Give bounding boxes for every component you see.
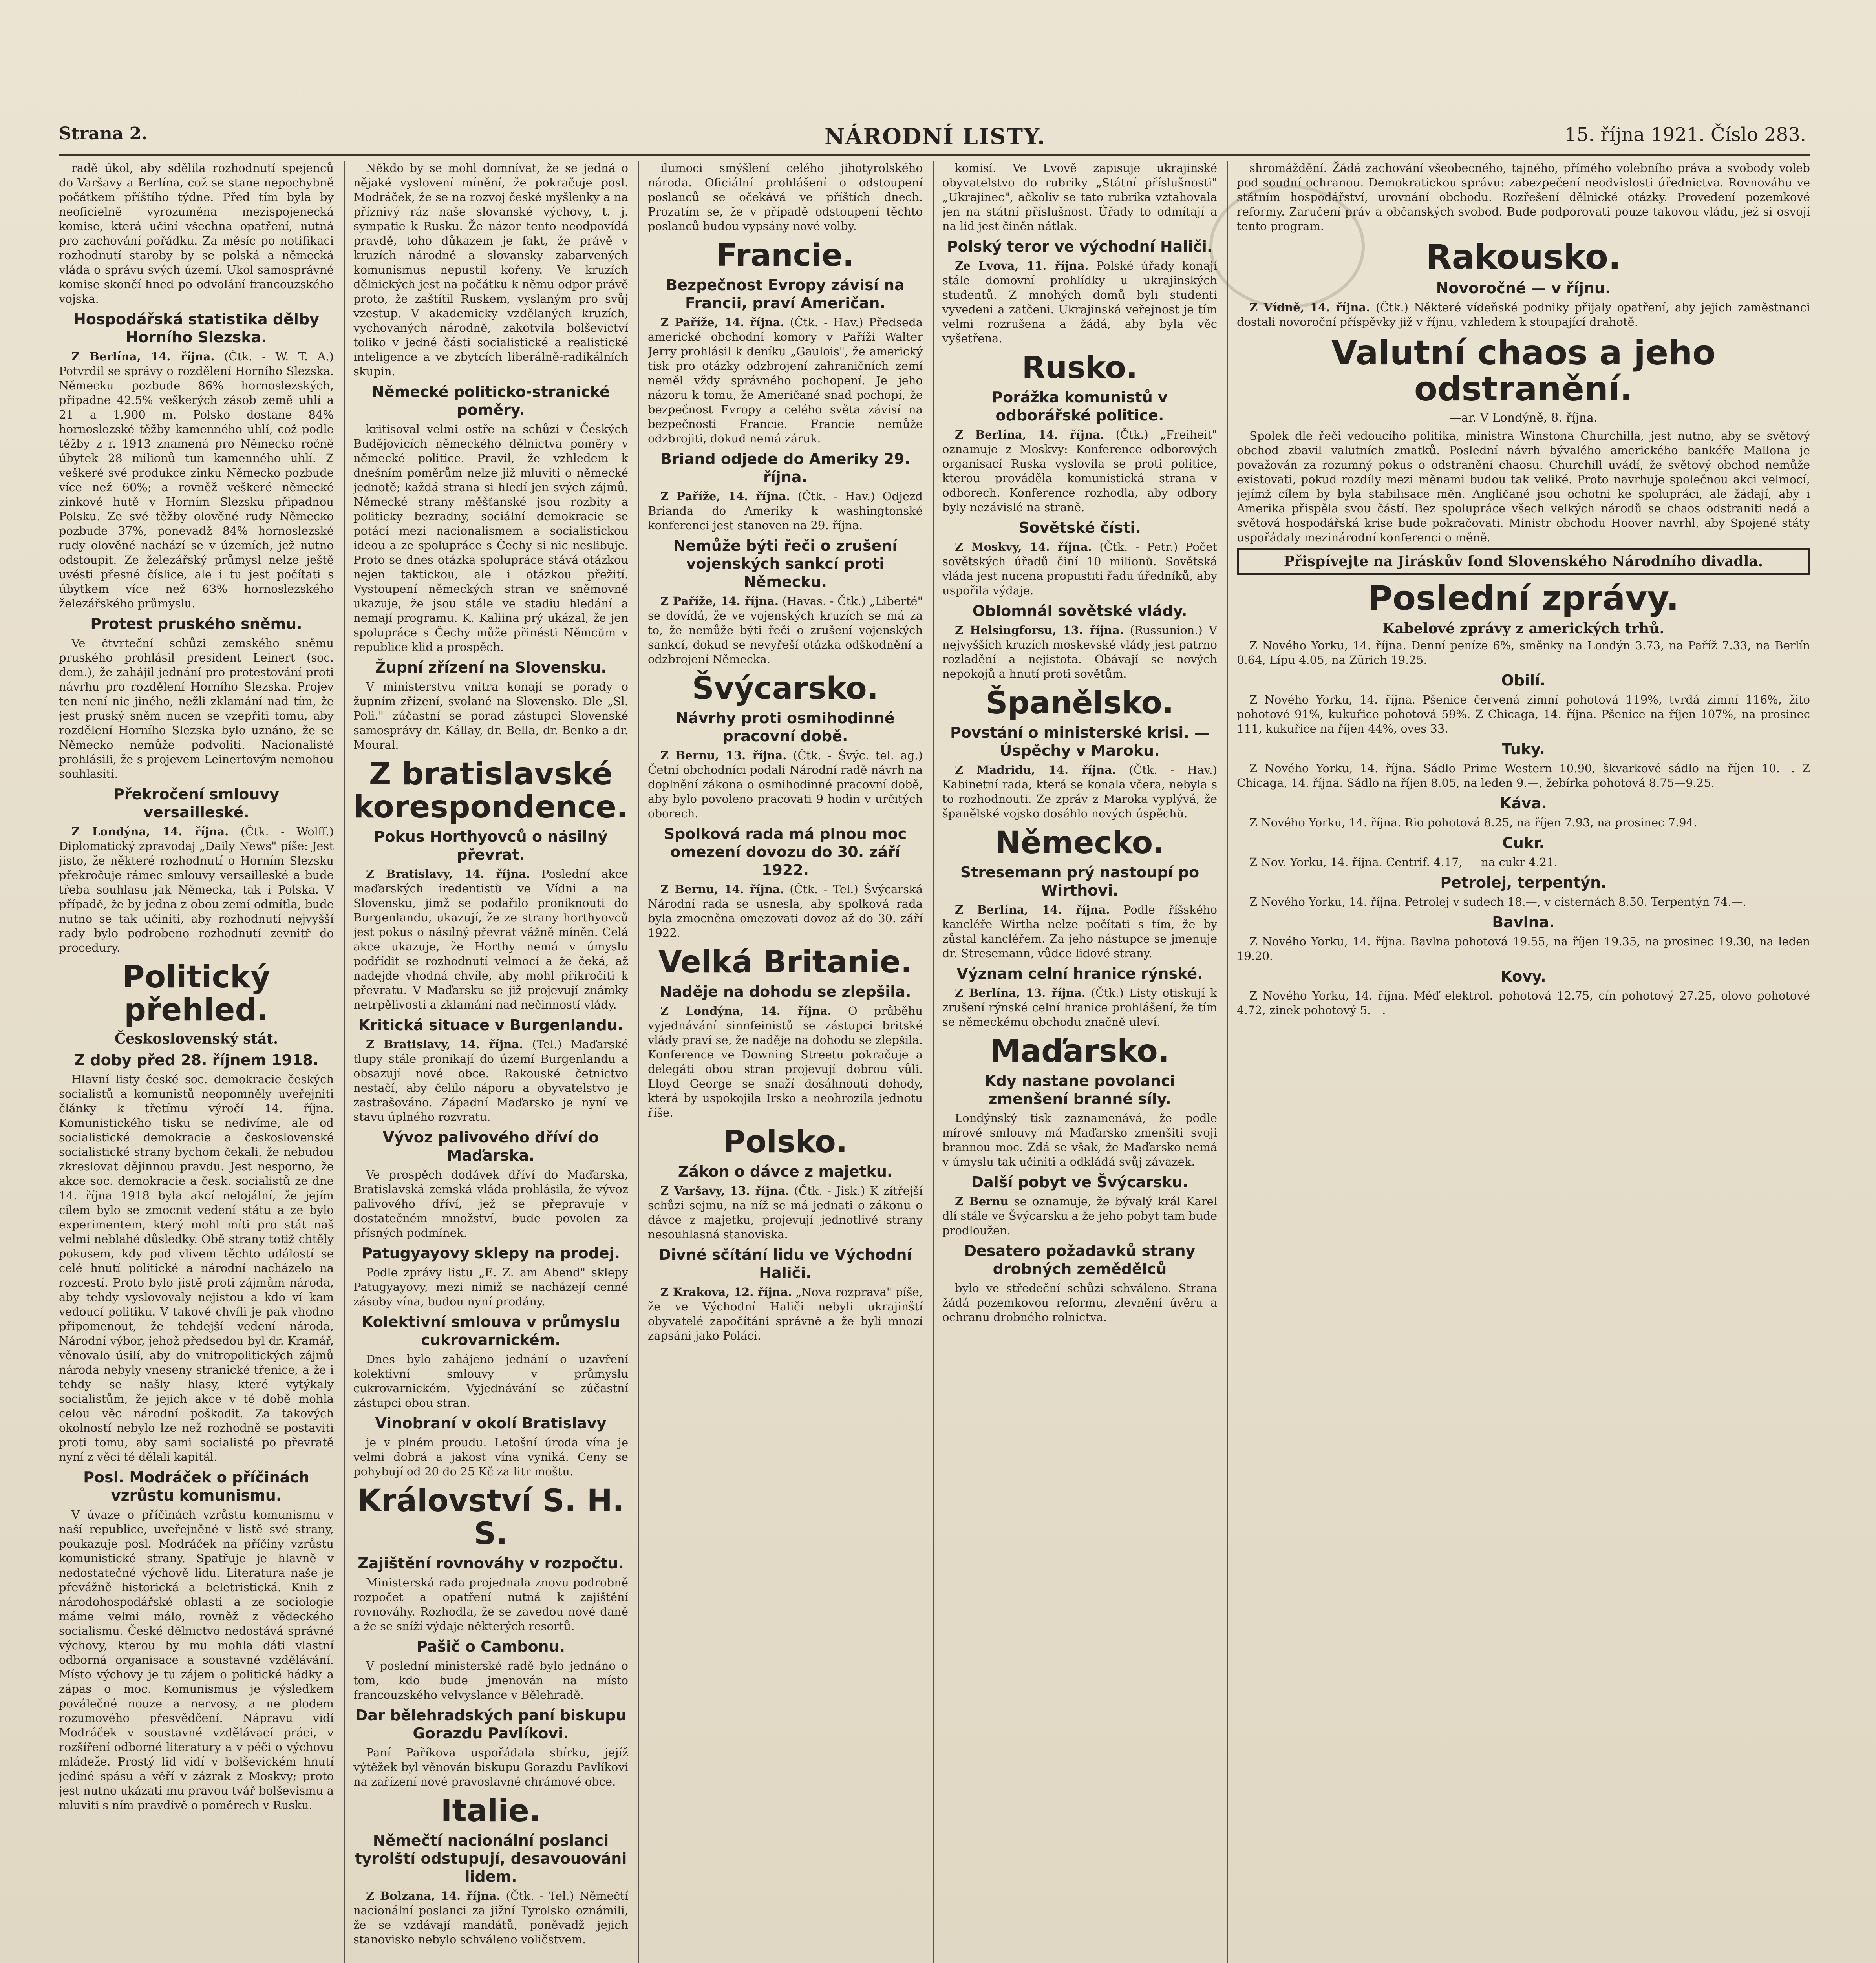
article-text: radě úkol, aby sdělila rozhodnutí spejenců do Varšavy a Berlína, což se stane nepochybně počátkem příštího týdne. Před tím byla by neoficielně vyrozuměna mezispojenecká komise, která učiní všechna opatření, nutná pro zachování pořádku. Za měsíc po notifikaci rozhodnutí staroby by se polská a německá vláda o správu svých území. Ukol samosprávné komise skončí hned po odvolání francouzského vojska. xyxy=(59,161,334,305)
article-dateline: Z Varšavy, 13. října. xyxy=(660,1184,790,1197)
article-headline: Protest pruského sněmu. xyxy=(90,615,302,632)
article-headline: Novoročné — v říjnu. xyxy=(1436,280,1611,297)
article-headline: Desatero požadavků strany drobných zemědělců xyxy=(964,1242,1196,1278)
article-body xyxy=(1237,895,1810,909)
article-body xyxy=(942,161,1217,234)
article-body xyxy=(353,1889,628,1947)
article-text: Ve prospěch dodávek dříví do Maďarska, Bratislavská zemská vláda prohlásila, že vývoz palivového dříví, jež se přepravuje v dostatečném množství, bude povolen za přísných podmínek. xyxy=(353,1168,628,1239)
article-body xyxy=(942,763,1217,821)
article-text: Někdo by se mohl domnívat, že se jedná o nějaké vyslovení mínění, že pokračuje posl. Modráček, že se na rozvoj české myšlenky a na příznivý ráz naše slovanské výchovy, t. j. sympatie k Rusku. Že názor tento neodpovídá pravdě, toho důkazem je fakt, že právě v kruzích národně a slovansky zabarvených komunismus nepustil kořeny. Ve kruzích dělnických jest na počátku k němu odpor právě proto, že zaštítil Ruskem, vyslaným pro svůj vzestup. V akademicky vzdělaných kruzích, vychovaných národně, zakotvila bolševictví toliko v jedné části socialistické a realistické inteligence a ve zbytcích liberálně-radikálních skupin. xyxy=(353,161,628,378)
article-body xyxy=(353,867,628,1012)
article-body xyxy=(1237,693,1810,736)
article-text: Paní Paříkova uspořádala sbírku, jejíž výtěžek byl věnován biskupu Gorazdu Pavlíkovi na zařízení nové pravoslavné chrámové obce. xyxy=(353,1746,628,1788)
article-text: (Čtk. - Hav.) Předseda americké obchodní komory v Paříži Walter Jerry prohlásil k deníku „Gaulois", že americký tisk pro otázky odzbrojení zahraničních zemí neměl vždy správného pochopení. Je jeho názoru k tomu, že Američané snad pochopí, že bezpečnost Evropy a celého světa závisí na bezpečnosti Francie. Francie nemůže odzbrojiti, dokud nemá záruk. xyxy=(648,316,923,445)
section-masthead: Z bratislavské korespondence. xyxy=(353,757,628,825)
article-headline: Pokus Horthyovců o násilný převrat. xyxy=(374,828,608,863)
article-body xyxy=(1237,934,1810,963)
article-body xyxy=(1237,638,1810,667)
article-dateline: Z Berlína, 14. října. xyxy=(71,350,215,363)
article-headline: Patugyayovy sklepy na prodej. xyxy=(361,1245,620,1262)
article-body xyxy=(648,1285,923,1343)
article-dateline: Z Londýna, 14. října. xyxy=(71,825,229,838)
section-masthead: Politický přehled. xyxy=(122,960,271,1028)
article-headline: Petrolej, terpentýn. xyxy=(1440,874,1607,891)
article-body xyxy=(942,623,1217,681)
article-headline: Spolková rada má plnou moc omezení dovozu do 30. září 1922. xyxy=(664,825,907,879)
article-body xyxy=(59,161,334,306)
article-text: V úvaze o příčinách vzrůstu komunismu v naší republice, uveřejněné v listě své strany, poukazuje posl. Modráček na příčiny vzrůstu komunistické strany. Spatřuje je hlavně v nedostatečné výchově lidu. Literatura naše je převážně historická a beletristická. Knih z národohospodářské oblasti a ze sociologie máme velmi málo, rovněž z vědeckého socialismu. České dělnictvo nedostává správné výchovy, kterou by mu mohla dáti vlastní odborná organisace a soustavné vzdělávání. Místo výchovy je tu zájem o politické hádky a zápas o moc. Komunismus je výsledkem poválečné nouze a nervosy, a ne plodem rozumového přesvědčení. Nápravu vidí Modráček v soustavné vzdělávací práci, v rozšíření odborné literatury a v péči o výchovu mládeže. Prostý lid vidí v bolševickém hnutí jediné spásu a věří v zázrak z Moskvy; proto jest nutno ukázati mu pravou tvář bolševismu a mluviti s ním pravdivě o poměrech v Rusku. xyxy=(59,1508,334,1812)
article-text: Podle zprávy listu „E. Z. am Abend" sklepy Patugyayovy, mezi nimiž se nacházejí cenné zásoby vína, budou nyní prodány. xyxy=(353,1266,628,1308)
section-masthead: Velká Britanie. xyxy=(658,945,912,980)
article-body xyxy=(942,903,1217,961)
section-subhead: Kabelové zprávy z amerických trhů. xyxy=(1382,620,1664,637)
section-masthead: Království S. H. S. xyxy=(357,1483,624,1552)
article-body xyxy=(648,882,923,940)
article-byline: —ar. V Londýně, 8. října. xyxy=(1449,411,1598,425)
section-masthead: Španělsko. xyxy=(986,685,1174,721)
section-masthead: Valutní chaos a jeho odstranění. xyxy=(1331,333,1716,409)
article-body xyxy=(353,1037,628,1124)
article-text: V poslední ministerské radě bylo jednáno o tom, kdo bude jmenován na místo francouzského velvyslance v Bělehradě. xyxy=(353,1659,628,1702)
article-dateline: Z Bernu, 14. října. xyxy=(660,883,784,896)
article-body xyxy=(648,161,923,234)
article-dateline: Z Bolzana, 14. října. xyxy=(366,1889,501,1903)
article-body xyxy=(942,986,1217,1029)
article-body xyxy=(353,161,628,379)
article-body xyxy=(1237,161,1810,234)
column-1 xyxy=(59,161,334,1963)
column-rule xyxy=(1227,161,1228,1963)
section-subhead: Československý stát. xyxy=(114,1031,278,1047)
article-text: komisí. Ve Lvově zapisuje ukrajinské obyvatelstvo do rubriky „Státní příslušnosti" „Ukrajinec", ačkoliv se tato rubrika vztahovala jen na státní příslušnost. Úřady to odmítají a na lid jest činěn nátlak. xyxy=(942,161,1217,233)
article-text: Poslední akce maďarských iredentistů ve Vídni a na Slovensku, jimž se podařilo proniknouti do Burgenlandu, ukazují, že ze strany horthyovců jest pokus o násilný převrat vážně míněn. Celá akce ukazuje, že Horthy nemá v úmyslu podřídit se rozhodnutí velmocí a že čeká, až nadejde vhodná chvíle, aby mohl přikročiti k převratu. V Maďarsku se již projevují známky netrpělivosti a zklamání nad nečinností vlády. xyxy=(353,867,628,1011)
article-body xyxy=(353,1168,628,1240)
article-headline: Župní zřízení na Slovensku. xyxy=(375,659,607,676)
article-headline: Povstání o ministerské krisi. — Úspěchy v Maroku. xyxy=(950,724,1209,759)
column-3 xyxy=(648,161,923,1963)
article-headline: Nemůže býti řeči o zrušení vojenských sankcí proti Německu. xyxy=(673,537,898,590)
section-masthead: Polsko. xyxy=(723,1124,848,1160)
article-body xyxy=(353,1659,628,1702)
article-dateline: Z Krakova, 12. října. xyxy=(660,1285,792,1299)
page-header xyxy=(59,124,1806,151)
column-rule xyxy=(638,161,639,1963)
article-text: Londýnský tisk zaznamenává, že podle mírové smlouvy má Maďarsko zmenšiti svoji brannou moc. Zdá se však, že Maďarsko nemá v úmyslu tak učiniti a odkládá svůj závazek. xyxy=(942,1111,1217,1168)
article-body xyxy=(59,1072,334,1464)
article-body xyxy=(1237,815,1810,830)
article-headline: Cukr. xyxy=(1502,834,1545,852)
section-masthead: Maďarsko. xyxy=(990,1034,1170,1069)
article-headline: Hospodářská statistika dělby Horního Slezska. xyxy=(73,311,319,346)
article-headline: Zajištění rovnováhy v rozpočtu. xyxy=(358,1555,624,1572)
article-body xyxy=(353,1352,628,1410)
article-dateline: Z Bratislavy, 14. října. xyxy=(366,1038,523,1051)
article-body xyxy=(942,1111,1217,1169)
article-text: Dnes bylo zahájeno jednání o uzavření kolektivní smlouvy v průmyslu cukrovarnickém. Vyjednávání se zúčastní zástupci obou stran. xyxy=(353,1353,628,1409)
article-text: Z Nového Yorku, 14. října. Petrolej v sudech 18.—, v cisternách 8.50. Terpentýn 74.—. xyxy=(1249,895,1746,908)
article-text: O průběhu vyjednávání sinnfeinistů se zástupci britské vlády praví se, že naděje na dohodu se zlepšila. Konference ve Downing Streetu pokračuje a delegáti obou stran projevují dobrou vůli. Lloyd George se snaží dosáhnouti dohody, která by uspokojila Irsko a neohrozila jednotu říše. xyxy=(648,1004,923,1119)
article-dateline: Z Paříže, 14. října. xyxy=(660,316,784,329)
article-text: je v plném proudu. Letošní úroda vína je velmi dobrá a jakost vína vyniká. Ceny se pohybují od 20 do 25 Kč za litr moštu. xyxy=(353,1436,628,1478)
article-body xyxy=(648,1184,923,1242)
article-text: Spolek dle řeči vedoucího politika, ministra Winstona Churchilla, jest nutno, aby se světový obchod zbavil valutních zmatků. Poslední návrh bývalého amerického bankéře Mallona je považován za rozumný pokus o odstranění chaosu. Churchill uvádí, že světový obchod nemůže existovati, pokud rozdíly mezi měnami budou tak veliké. Proto navrhuje společnou akci velmocí, jejímž cílem by byla stabilisace měn. Angličané jsou ochotni ke spolupráci, ale žádají, aby i Amerika přispěla svou částí. Bez spolupráce všech velkých národů se chaos odstraniti nedá a světová hospodářská krise bude pokračovati. Ministr obchodu Hoover navrhl, aby Spojené státy uspořádaly mezinárodní konferenci o měně. xyxy=(1237,429,1810,544)
article-headline: Kolektivní smlouva v průmyslu cukrovarnickém. xyxy=(361,1313,620,1349)
article-text: kritisoval velmi ostře na schůzi v Českých Budějovicích německého dělnictva poměry v německé politice. Pravil, že vzhledem k dnešním poměrům nelze již mluviti o německé jednotě; každá strana si hledí jen svých zájmů. Německé strany měšťanské jsou rozbity a politicky bezradny, sociální demokracie se potácí mezi nacionalismem a socialistickou ideou a ze spolupráce s Čechy si nic neslibuje. Proto se dnes otázka spolupráce stává otázkou nejen taktickou, ale i otázkou přežití. Vystoupení německých stran ve sněmovně ukazuje, že jsou stále ve stadiu hledání a nemají programu. K. Kaliina prý ukázal, že jen spolupráce s Čechy může přinésti Němcům v republice klid a prospěch. xyxy=(353,422,628,654)
article-headline: Pašič o Cambonu. xyxy=(416,1638,565,1655)
article-text: (Čtk. - Tel.) Němečtí nacionální poslanci za jižní Tyrolsko oznámili, že se vzdávají mandátů, poněvadž jejich stanovisko nebylo schváleno voličstvem. xyxy=(353,1889,628,1946)
article-body xyxy=(648,1004,923,1120)
article-headline: Briand odjede do Ameriky 29. října. xyxy=(660,450,910,486)
article-body xyxy=(1237,855,1810,870)
article-text: (Čtk.) „Freiheit" oznamuje z Moskvy: Konference odborových organisací Ruska vyslovila se proti politice, kterou prováděla komunistická strana v odborech. Konference rozhodla, aby odbory byly nezávislé na straně. xyxy=(942,428,1217,514)
article-headline: Překročení smlouvy versailleské. xyxy=(113,786,280,821)
article-headline: Německé politicko-stranické poměry. xyxy=(372,383,610,419)
article-text: (Čtk. - Wolff.) Diplomatický zpravodaj „Daily News" píše: Jest jisto, že některé rozhodnutí o Horním Slezsku překročuje rámec smlouvy versailleské a bude třeba souhlasu jak Německa, tak i Polska. V případě, že by jedna z obou zemí odmítla, bude nutno se tak učiniti, aby rozhodnutí nejvyšší rady bylo podrobeno rozhodnutí zevnitř do procedury. xyxy=(59,825,334,954)
article-text: (Čtk. - Hav.) Odjezd Brianda do Ameriky k washingtonské konferenci jest stanoven na 29. října. xyxy=(648,490,923,532)
article-body xyxy=(1237,300,1810,329)
column-2 xyxy=(353,161,628,1963)
article-dateline: Z Bratislavy, 14. října. xyxy=(366,867,530,881)
article-text: (Čtk. - Hav.) Kabinetní rada, která se konala včera, nebyla s to rozhodnouti. Ze zpráv z Maroka vyplývá, že španělské vojsko dosáhlo nových úspěchů. xyxy=(942,763,1217,820)
article-body xyxy=(648,594,923,667)
article-text: (Russunion.) V nejvyšších kruzích moskevské vlády jest patrno rozladění a nejistota. Obávají se nových nepokojů a hnutí proti sovětům. xyxy=(942,623,1217,680)
section-masthead: Rakousko. xyxy=(1426,238,1621,277)
article-body xyxy=(942,540,1217,598)
article-headline: Oblomnál sovětské vlády. xyxy=(972,602,1187,620)
article-text: „Nova rozprava" píše, že ve Východní Haliči nebyli ukrajinští obyvatelé započítáni správně a že byli mnozí zapsáni jako Poláci. xyxy=(648,1285,923,1342)
article-headline: Obilí. xyxy=(1501,672,1546,689)
section-masthead: Italie. xyxy=(441,1793,541,1829)
article-text: Hlavní listy české soc. demokracie českých socialistů a komunistů neopomněly uveřejniti články k třetímu výročí 14. října. Komunistického tisku se nedivíme, ale od socialistické demokracie a československé socialistické strany bychom čekali, že nebudou zkreslovat dějinnou pravdu. Jest nesporno, že akce soc. demokracie a česk. socialistů ze dne 14. října 1918 byla akcí nelojální, že jejím cílem bylo se zmocnit vedení státu a ze bylo experimentem, který mohl míti pro stát naš velmi neblahé důsledky. Obě strany totiž chtěly pokusem, kdy pod vlivem těchto událostí se celé hnutí politické a národní nacházelo na rozcestí. Proto bylo jistě proti zájmům národa, aby tehdy vyslovovaly nejistou a kdo ví kam vedoucí politiku. V takové chvíli je pak vhodno připomenout, že tehdejší vedení národa, Národní výbor, jehož předsedou byl dr. Kramář, věnovalo úsilí, aby do vnitropolitických zájmů národa nebyly vneseny stranické třenice, a že i tehdy se našly hlasy, které vytýkaly socialistům, že jejich akce v té době mohla celou věc národní poškodit. Za takových okolností nebylo lze než rozhodně se postaviti proti tomu, aby sami socialisté po převratě nyní z věci té dělali kapitál. xyxy=(59,1073,334,1464)
article-text: (Čtk.) Některé vídeňské podniky přijaly opatření, aby jejich zaměstnanci dostali novoroční příspěvky již v říjnu, vzhledem k stoupající drahotě. xyxy=(1237,301,1810,329)
article-dateline: Z Londýna, 14. října. xyxy=(660,1004,832,1018)
article-headline: Polský teror ve východní Haliči. xyxy=(947,238,1213,255)
header-date-issue: 15. října 1921. Číslo 283. xyxy=(1564,124,1806,146)
article-body xyxy=(353,680,628,752)
article-body xyxy=(942,259,1217,346)
header-page-number: Strana 2. xyxy=(59,124,148,144)
article-headline: Porážka komunistů v odborářské politice. xyxy=(992,389,1168,424)
article-text: Ministerská rada projednala znovu podrobně rozpočet a opatření nutná k zajištění rovnováhy. Rozhodla, že se zavedou nové daně a že se sníží výdaje některých resortů. xyxy=(353,1576,628,1633)
article-body xyxy=(1237,429,1810,545)
article-body xyxy=(59,1508,334,1813)
article-dateline: Z Vídně, 14. října. xyxy=(1249,301,1370,314)
article-text: Podle říšského kancléře Wirtha nelze počítati s tím, že by zůstal kancléřem. Za jeho nástupce se jmenuje dr. Stresemann, vůdce lidové strany. xyxy=(942,903,1217,960)
article-body xyxy=(353,1745,628,1789)
article-headline: Dar bělehradských paní biskupu Gorazdu Pavlíkovi. xyxy=(355,1707,627,1742)
header-rule xyxy=(59,154,1810,156)
column-rule xyxy=(344,161,345,1963)
article-headline: Další pobyt ve Švýcarsku. xyxy=(971,1173,1188,1191)
article-text: V ministerstvu vnitra konají se porady o župním zřízení, svolané na Slovensko. Dle „Sl. Poli." zúčastní se porad zástupci Slovenské samosprávy dr. Kállay, dr. Bella, dr. Benko a dr. Moural. xyxy=(353,680,628,751)
article-headline: Bezpečnost Evropy závisí na Francii, praví Američan. xyxy=(666,276,905,312)
article-text: Z Nového Yorku, 14. října. Měď elektrol. pohotová 12.75, cín pohotový 27.25, olovo pohotové 4.72, zinek pohotový 5.—. xyxy=(1237,989,1810,1017)
article-headline: Vinobraní v okolí Bratislavy xyxy=(375,1415,607,1432)
article-headline: Divné sčítání lidu ve Východní Haliči. xyxy=(658,1246,912,1281)
article-text: (Čtk. - W. T. A.) Potvrdil se správy o rozdělení Horního Slezska. Německu pozbude 86% hornoslezských, připadne 42.5% veškerých zásob země uhlí a 21 a 1.900 m. Polsko dostane 84% hornoslezské těžby kamenného uhlí, což podle těžby z r. 1913 znamená pro Německo ročně úbytek 28 milionů tun kamenného uhlí. Z veškeré své produkce zinku Německo pozbude více než 60%; a rovněž veškeré německé zinkové hutě v Horním Slezsku připadnou Polsku. Ze své těžby olověné rudy Německo pozbude 37%, ponevadž 84% hornoslezské rudy olověné nachází se v územích, jež nutno odstoupit. Ze železářský průmysl nelze ještě uvésti přesné číslice, ale i tu jest počítati s úbytkem více než 63% hornoslezského železářského průmyslu. xyxy=(59,350,334,610)
article-body xyxy=(648,489,923,533)
article-text: (Čtk. - Švýc. tel. ag.) Četní obchodníci podali Národní radě návrh na doplnění zákona o osmihodinné pracovní době, aby bylo povoleno pracovati 9 hodin v určitých oborech. xyxy=(648,749,923,820)
article-dateline: Z Bernu xyxy=(955,1195,1009,1208)
article-headline: Vývoz palivového dříví do Maďarska. xyxy=(382,1129,599,1164)
article-headline: Zákon o dávce z majetku. xyxy=(678,1163,893,1180)
article-body xyxy=(59,824,334,955)
article-text: Z Nov. Yorku, 14. října. Centrif. 4.17, — na cukr 4.21. xyxy=(1249,855,1558,869)
article-headline: Význam celní hranice rýnské. xyxy=(956,965,1203,982)
article-body xyxy=(942,1281,1217,1325)
article-dateline: Z Berlína, 14. října. xyxy=(955,903,1110,916)
article-text: Z Nového Yorku, 14. října. Rio pohotová 8.25, na říjen 7.93, na prosinec 7.94. xyxy=(1249,816,1697,829)
article-text: (Čtk. - Tel.) Švýcarská Národní rada se usnesla, aby spolková rada byla zmocněna omezovati dovoz až do 30. září 1922. xyxy=(648,883,923,939)
article-headline: Káva. xyxy=(1500,795,1547,812)
article-text: (Čtk. - Petr.) Počet sovětských úřadů činí 10 milionů. Sovětská vláda jest nucena propustiti řadu úředníků, aby uspořila výdaje. xyxy=(942,540,1217,597)
article-headline: Kritická situace v Burgenlandu. xyxy=(358,1016,624,1034)
article-dateline: Z Paříže, 14. října. xyxy=(660,490,790,503)
article-dateline: Z Helsingforsu, 13. října. xyxy=(955,623,1124,637)
article-dateline: Z Bernu, 13. října. xyxy=(660,749,787,762)
article-text: (Havas. - Čtk.) „Liberté" se dovídá, že ve vojenských kruzích se má za to, že nemůže býti řeči o zrušení vojenských sankcí, dokud se nevyřeší otázka odškodnění a odzbrojení Německa. xyxy=(648,594,923,666)
article-headline: Němečtí nacionální poslanci tyrolští odstupují, desavouováni lidem. xyxy=(355,1832,627,1885)
article-dateline: Z Madridu, 14. října. xyxy=(955,763,1116,777)
appeal-banner: Přispívejte na Jiráskův fond Slovenského Národního divadla. xyxy=(1237,548,1810,575)
article-body xyxy=(353,1576,628,1634)
section-masthead: Francie. xyxy=(716,238,854,273)
article-dateline: Ze Lvova, 11. října. xyxy=(955,259,1089,272)
article-text: shromáždění. Žádá zachování všeobecného, tajného, přímého volebního práva a svobody voleb pod soudní ochranou. Demokratickou správu: zabezpečení neodvislosti úřednictva. Rovnováhu ve státním hospodářství, urovnání obchodu. Rozřešení dělnické otázky. Provedení pozemkové reformy. Zaručení práv a občanských svobod. Bude podporovati pouze takovou vládu, jež si osvojí tento program. xyxy=(1237,161,1810,233)
article-headline: Bavlna. xyxy=(1492,914,1555,931)
article-headline: Naděje na dohodu se zlepšila. xyxy=(659,983,911,1000)
article-headline: Tuky. xyxy=(1502,740,1545,758)
article-text: bylo ve středeční schůzi schváleno. Strana žádá pozemkovou reformu, zlevnění úvěru a ochranu drobného rolnictva. xyxy=(942,1281,1217,1324)
article-headline: Posl. Modráček o příčinách vzrůstu komunismu. xyxy=(83,1469,309,1504)
article-text: Ve čtvrteční schůzi zemského sněmu pruského prohlásil president Leinert (soc. dem.), že zahájil jednání pro protestování proti návrhu pro rozdělení Horního Slezska. Projev ten není nic jiného, nežli zklamání nad tím, že jest pruský sněm nucen se vzepřiti tomu, aby rozdělení Horního Slezska bylo uznáno, že se Německo nemůže podvoliti. Nacionalisté prohlásili, že s projevem Leinertovým nemohou souhlasiti. xyxy=(59,636,334,780)
article-text: (Čtk.) Listy otiskují k zrušení rýnské celní hranice prohlášení, že tím se německému obchodu značně uleví. xyxy=(942,986,1217,1029)
article-dateline: Z Berlína, 13. října. xyxy=(955,986,1086,1000)
article-text: (Tel.) Maďarské tlupy stále pronikají do území Burgenlandu a obsazují nové obce. Rakouské četnictvo nestačí, aby čelilo náporu a obyvatelstvo je zastrašováno. Západní Maďarsko je nyní ve stavu úplného rozvratu. xyxy=(353,1038,628,1124)
article-text: ilumoci smýšlení celého jihotyrolského národa. Oficiální prohlášení o odstoupení poslanců se očekává ve příštích dnech. Prozatím se, že v případě odstoupení těchto poslanců budou vypsány nové volby. xyxy=(648,161,923,233)
column-5 xyxy=(1237,161,1810,1963)
article-headline: Kovy. xyxy=(1501,968,1546,985)
article-body xyxy=(942,1194,1217,1238)
article-text: Polské úřady konají stále domovní prohlídky u ukrajinských studentů. Z mnohých domů byli studenti vyvedeni a zatčeni. Ukrajinská veřejnost je tím velmi rozrušena a žádá, aby byla věc vyšetřena. xyxy=(942,259,1217,345)
section-masthead: Rusko. xyxy=(1022,350,1138,386)
column-4 xyxy=(942,161,1217,1963)
section-masthead: Poslední zprávy. xyxy=(1368,579,1679,618)
article-dateline: Z Paříže, 14. října. xyxy=(660,594,779,608)
section-masthead: Německo. xyxy=(995,825,1165,861)
article-headline: Stresemann prý nastoupí po Wirthovi. xyxy=(960,864,1199,899)
article-body xyxy=(648,748,923,821)
article-body xyxy=(353,1265,628,1309)
article-body xyxy=(942,428,1217,515)
article-body xyxy=(648,315,923,446)
article-body xyxy=(1237,989,1810,1018)
article-text: Z Nového Yorku, 14. října. Bavlna pohotová 19.55, na říjen 19.35, na prosinec 19.30, na leden 19.20. xyxy=(1237,935,1810,963)
article-headline: Z doby před 28. říjnem 1918. xyxy=(74,1051,319,1069)
article-body xyxy=(353,422,628,654)
article-dateline: Z Berlína, 14. října. xyxy=(955,428,1104,441)
article-body xyxy=(59,636,334,781)
article-dateline: Z Moskvy, 14. října. xyxy=(955,540,1092,554)
article-headline: Kdy nastane povolanci zmenšení branné síly. xyxy=(984,1072,1175,1108)
article-body xyxy=(353,1435,628,1479)
section-masthead: Švýcarsko. xyxy=(692,671,879,706)
article-headline: Sovětské čísti. xyxy=(1018,519,1141,536)
article-text: Z Nového Yorku, 14. října. Sádlo Prime Western 10.90, škvarkové sádlo na říjen 10.—. Z Chicaga, 14. října. Sádlo na říjen 8.05, na leden 9.—, žebírka pohotová 8.75—9.25. xyxy=(1237,762,1810,790)
article-text: Z Nového Yorku, 14. října. Pšenice červená zimní pohotová 119%, tvrdá zimní 116%, žito pohotové 91%, kukuřice pohotová 59%. Z Chicaga, 14. října. Pšenice na říjen 107%, na prosinec 111, kukuřice na říjen 44%, oves 33. xyxy=(1237,693,1810,735)
header-masthead: NÁRODNÍ LISTY. xyxy=(825,124,1046,150)
article-body xyxy=(1237,761,1810,790)
article-body xyxy=(59,349,334,611)
article-headline: Návrhy proti osmihodinné pracovní době. xyxy=(676,709,895,745)
article-text: se oznamuje, že bývalý král Karel dlí stále ve Švýcarsku a že jeho pobyt tam bude prodloužen. xyxy=(942,1195,1217,1237)
article-text: (Čtk. - Jisk.) K zítřejší schůzi sejmu, na níž se má jednati o zákonu o dávce z majetku, projevují jednotlivé strany nesouhlasná stanoviska. xyxy=(648,1184,923,1241)
column-rule xyxy=(933,161,934,1963)
article-text: Z Nového Yorku, 14. října. Denní peníze 6%, směnky na Londýn 3.73, na Paříž 7.33, na Berlín 0.64, Lípu 4.05, na Zürich 19.25. xyxy=(1237,639,1810,667)
